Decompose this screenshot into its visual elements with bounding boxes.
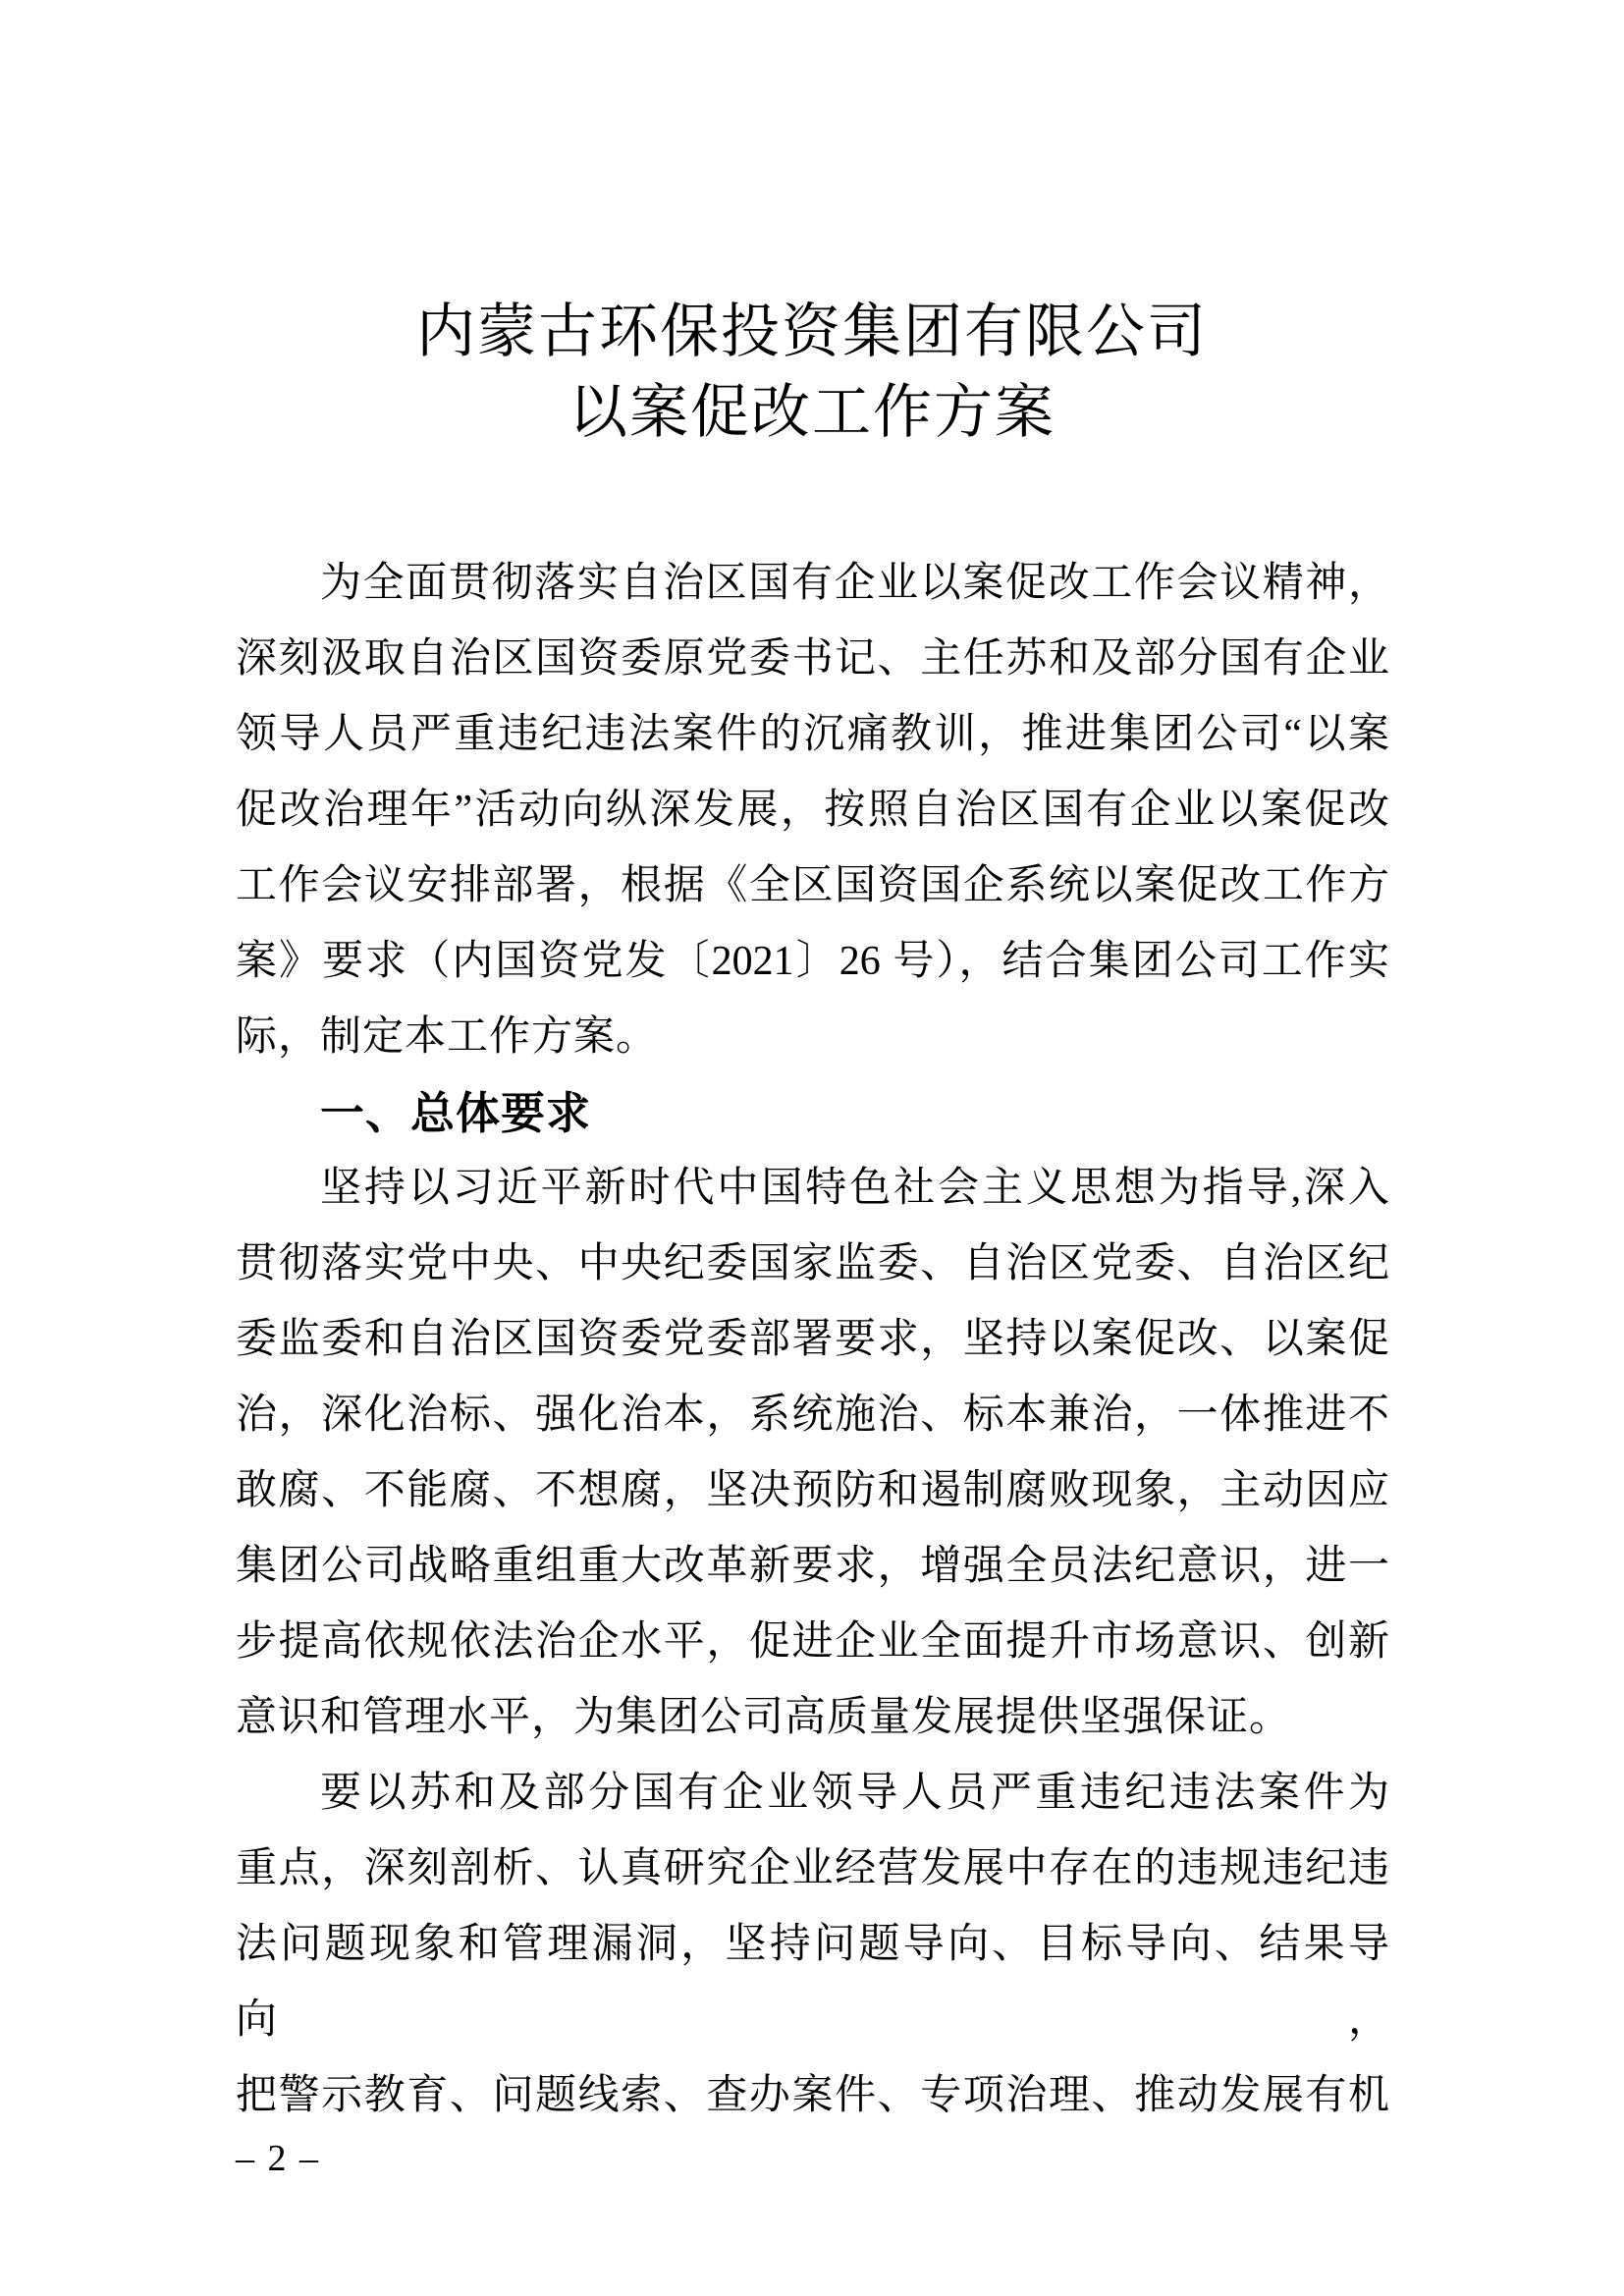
paragraph1-line-5: 工作会议安排部署，根据《全区国资国企系统以案促改工作方	[236, 863, 1389, 908]
paragraph1-line-3: 领导人员严重违纪违法案件的沉痛教训，推进集团公司“以案	[236, 712, 1389, 757]
paragraph3-line-2: 重点，深刻剖析、认真研究企业经营发展中存在的违规违纪违	[236, 1846, 1389, 1891]
section-heading-1: 一、总体要求	[320, 1088, 592, 1138]
paragraph1-line-7: 际，制定本工作方案。	[236, 1014, 659, 1060]
paragraph2-line-5: 敢腐、不能腐、不想腐，坚决预防和遏制腐败现象，主动因应	[236, 1468, 1389, 1513]
paragraph2-line-4: 治，深化治标、强化治本，系统施治、标本兼治，一体推进不	[236, 1393, 1389, 1438]
paragraph3-line-3: 法问题现象和管理漏洞，坚持问题导向、目标导向、结果导向，	[236, 1922, 1389, 2043]
document-body	[0, 546, 1624, 2134]
paragraph2-line-3: 委监委和自治区国资委党委部署要求，坚持以案促改、以案促	[236, 1317, 1389, 1362]
page-number: – 2 –	[236, 2138, 320, 2179]
title-line-1: 内蒙古环保投资集团有限公司	[416, 300, 1208, 364]
paragraph2-line-6: 集团公司战略重组重大改革新要求，增强全员法纪意识，进一	[236, 1544, 1389, 1589]
paragraph1-line-2: 深刻汲取自治区国资委原党委书记、主任苏和及部分国有企业	[236, 636, 1389, 682]
paragraph3-line-4: 把警示教育、问题线索、查办案件、专项治理、推动发展有机	[236, 2073, 1389, 2118]
paragraph3-line-1: 要以苏和及部分国有企业领导人员严重违纪违法案件为	[320, 1771, 1389, 1816]
document-title	[0, 292, 1624, 453]
paragraph1-line-6: 案》要求（内国资党发〔2021〕26 号），结合集团公司工作实	[236, 939, 1389, 984]
paragraph2-line-8: 意识和管理水平，为集团公司高质量发展提供坚强保证。	[236, 1695, 1292, 1740]
title-line-2: 以案促改工作方案	[568, 380, 1056, 445]
paragraph2-line-1: 坚持以习近平新时代中国特色社会主义思想为指导,深入	[320, 1166, 1389, 1211]
paragraph1-line-4: 促改治理年”活动向纵深发展，按照自治区国有企业以案促改	[236, 788, 1389, 833]
paragraph1-line-1: 为全面贯彻落实自治区国有企业以案促改工作会议精神，	[320, 561, 1389, 606]
paragraph2-line-2: 贯彻落实党中央、中央纪委国家监委、自治区党委、自治区纪	[236, 1241, 1389, 1286]
paragraph2-line-7: 步提高依规依法治企水平，促进企业全面提升市场意识、创新	[236, 1619, 1389, 1665]
